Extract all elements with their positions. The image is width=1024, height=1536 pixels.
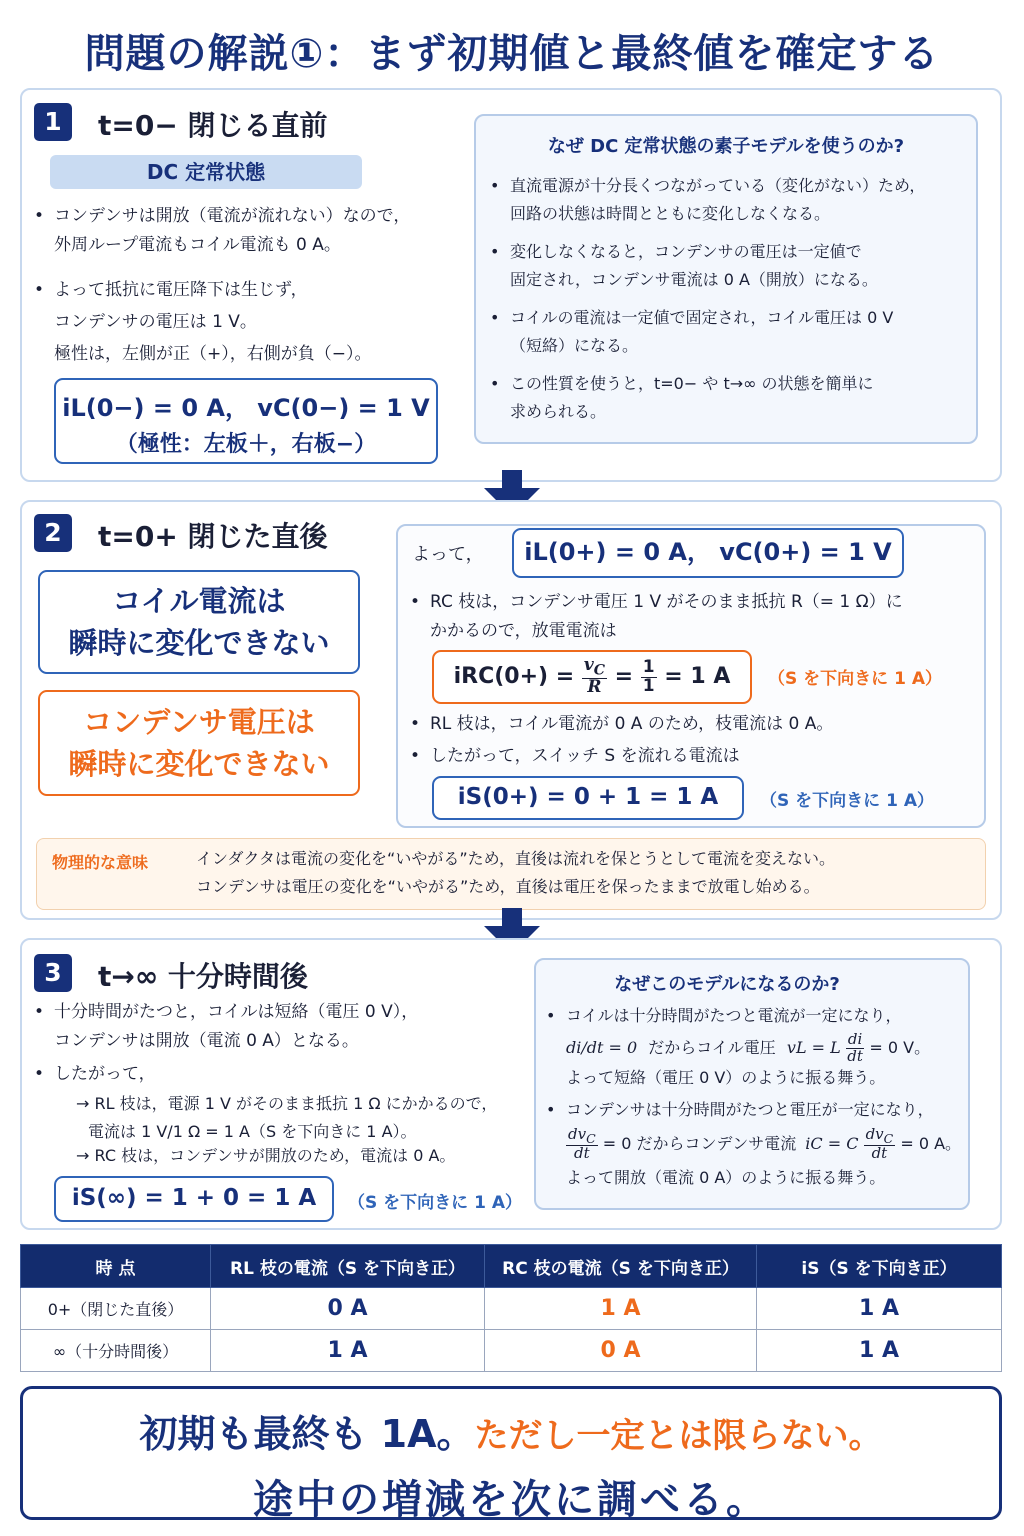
s1-side-bullet-1: • 直流電源が十分長くつながっている（変化がない）ため， 回路の状態は時間とともに変化しなくなる。 xyxy=(490,176,926,223)
s1-bullet-1: • コンデンサは開放（電流が流れない）なので， 外周ループ電流もコイル電流も 0 A。 xyxy=(34,206,411,255)
table-row xyxy=(21,1288,1002,1330)
di-dt-fraction: $\frac{di}{dt}$ xyxy=(847,1030,863,1065)
section-1-badge: 1 xyxy=(34,103,72,141)
s1-side-bullet-2: • 変化しなくなると，コンデンサの電圧は一定値で 固定され，コンデンサ電流は 0 A（開放）になる。 xyxy=(490,242,878,289)
is-infinity-box: iS(∞) = 1 + 0 = 1 A xyxy=(54,1176,334,1222)
conclusion-line-1: 初期も最終も 1A。ただし一定とは限らない。 xyxy=(139,1412,883,1456)
irc-note: （S を下向きに 1 A） xyxy=(768,669,942,689)
cell-time: 0+（閉じた直後） xyxy=(21,1288,211,1330)
cell-is: 1 A xyxy=(757,1330,1002,1372)
section-2-heading: t=0+ 閉じた直後 xyxy=(98,520,328,553)
section-3-heading: t→∞ 十分時間後 xyxy=(98,960,308,993)
header-rc: RC 枝の電流（S を下向き正） xyxy=(485,1245,757,1288)
cell-rc: 1 A xyxy=(485,1288,757,1330)
capacitor-voltage-box: コンデンサ電圧は 瞬時に変化できない xyxy=(38,690,360,796)
cell-is: 1 A xyxy=(757,1288,1002,1330)
s1-side-bullet-3: • コイルの電流は一定値で固定され，コイル電圧は 0 V （短絡）になる。 xyxy=(490,308,894,355)
cell-rl: 0 A xyxy=(211,1288,485,1330)
dc-steady-tag: DC 定常状態 xyxy=(50,155,362,189)
s3-sub-2: → RC 枝は，コンデンサが開放のため，電流は 0 A。 xyxy=(76,1146,456,1165)
s1-result-box xyxy=(54,378,438,464)
s3-bullet-2: • したがって， xyxy=(34,1064,156,1084)
one-over-one-fraction: $\frac{1}{1}$ xyxy=(642,656,655,696)
cell-rc: 0 A xyxy=(485,1330,757,1372)
s1-result-line2: （極性：左板＋，右板−） xyxy=(115,432,377,457)
s2-bullet-2: • RL 枝は，コイル電流が 0 A のため，枝電流は 0 A。 xyxy=(410,714,834,734)
section-2-badge: 2 xyxy=(34,514,72,552)
is-0plus-box: iS(0+) = 0 + 1 = 1 A xyxy=(432,776,744,820)
s3-sub-1: → RL 枝は，電源 1 V がそのまま抵抗 1 Ω にかかるので， 電流は 1 V/1 Ω = 1 A（S を下向きに 1 A）。 xyxy=(76,1094,498,1141)
header-time: 時 点 xyxy=(21,1245,211,1288)
s2-result-box: iL(0+) = 0 A， vC(0+) = 1 V xyxy=(512,528,904,578)
s1-result-line1: iL(0−) = 0 A， vC(0−) = 1 V xyxy=(62,394,430,422)
physical-meaning-label: 物理的な意味 xyxy=(52,853,149,872)
section-3-badge: 3 xyxy=(34,954,72,992)
s3-side-b1-line1: • コイルは十分時間がたつと電流が一定になり， xyxy=(546,1006,902,1025)
conclusion-box xyxy=(20,1386,1002,1523)
s2-intro: よって， xyxy=(412,544,484,565)
dvc-dt-fraction: $\frac{dv_C}{dt}$ xyxy=(568,1125,596,1163)
summary-table xyxy=(20,1244,1002,1372)
inductor-current-box: コイル電流は 瞬時に変化できない xyxy=(38,570,360,674)
vc-over-r-fraction: $\frac{v_C}{R}$ xyxy=(583,654,606,698)
irc-rhs: = 1 A xyxy=(664,664,731,689)
s3-side-heading: なぜこのモデルになるのか? xyxy=(614,974,840,995)
cell-time: ∞（十分時間後） xyxy=(21,1330,211,1372)
s3-side-b2-formula: $\frac{dv_C}{dt}$ = 0 だからコンデンサ電流 iC = C $\frac{dv_C}{dt}$ = 0 A。 xyxy=(568,1125,962,1163)
cell-rl: 1 A xyxy=(211,1330,485,1372)
physical-meaning-text: インダクタは電流の変化を“いやがる”ため，直後は流れを保とうとして電流を変えない。 コンデンサは電圧の変化を“いやがる”ため，直後は電圧を保ったままで放電し始める。 xyxy=(196,849,835,896)
page-title: 問題の解説①：まず初期値と最終値を確定する xyxy=(84,31,940,77)
s3-side-b2-line1: • コンデンサは十分時間がたつと電圧が一定になり， xyxy=(546,1100,934,1119)
header-rl: RL 枝の電流（S を下向き正） xyxy=(211,1245,485,1288)
header-is: iS（S を下向き正） xyxy=(757,1245,1002,1288)
s2-bullet-3: • したがって，スイッチ S を流れる電流は xyxy=(410,746,740,766)
s1-bullet-2: • よって抵抗に電圧降下は生じず， コンデンサの電圧は 1 V。 極性は，左側が正（+），右側が負（−）。 xyxy=(34,280,372,364)
conclusion-line-2: 途中の増減を次に調べる。 xyxy=(253,1477,769,1523)
dvc-dt-fraction-2: $\frac{dv_C}{dt}$ xyxy=(865,1125,894,1163)
irc-lhs: iRC(0+) = xyxy=(453,664,575,689)
table-header-row xyxy=(21,1245,1002,1288)
irc-formula-box: iRC(0+) = $\frac{v_C}{R}$ = $\frac{1}{1}$ = 1 A xyxy=(432,650,752,704)
s3-side-b1-formula: di/dt = 0 だからコイル電圧 vL = L $\frac{di}{dt}$ = 0 V。 xyxy=(566,1030,931,1065)
s1-side-heading: なぜ DC 定常状態の素子モデルを使うのか? xyxy=(547,136,905,157)
is-0plus-note: （S を下向きに 1 A） xyxy=(760,791,934,811)
s2-bullet-1: • RC 枝は，コンデンサ電圧 1 V がそのまま抵抗 R（= 1 Ω）に かかるので，放電電流は xyxy=(410,592,903,641)
s3-bullet-1: • 十分時間がたつと，コイルは短絡（電圧 0 V）， コンデンサは開放（電流 0 A）となる。 xyxy=(34,1002,419,1051)
s3-side-b1-end: よって短絡（電圧 0 V）のように振る舞う。 xyxy=(566,1068,886,1087)
section-1-heading: t=0− 閉じる直前 xyxy=(98,109,328,142)
s3-side-b2-end: よって開放（電流 0 A）のように振る舞う。 xyxy=(566,1168,886,1187)
s1-side-bullet-4: • この性質を使うと，t=0− や t→∞ の状態を簡単に 求められる。 xyxy=(490,374,874,421)
table-row xyxy=(21,1330,1002,1372)
is-infinity-note: （S を下向きに 1 A） xyxy=(348,1193,522,1213)
